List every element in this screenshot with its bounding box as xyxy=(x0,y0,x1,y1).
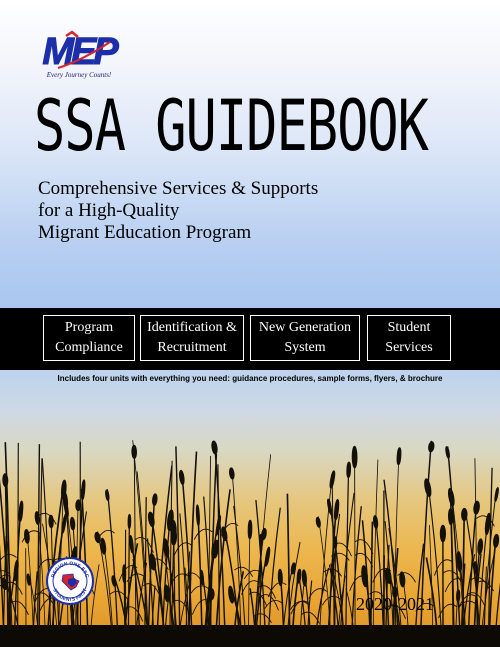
grass-leaf xyxy=(0,584,1,598)
grass-seedhead xyxy=(105,490,109,501)
seal-bottom-text: STUDENTS FIRST xyxy=(51,587,89,604)
unit-label-line: Program xyxy=(64,320,114,335)
grass-stem xyxy=(249,524,251,631)
grass-seedhead xyxy=(440,525,445,542)
logo-letters: MEP xyxy=(42,31,116,70)
grass-seedhead xyxy=(196,505,200,526)
grass-seedhead xyxy=(494,487,499,501)
grass-stem xyxy=(318,516,330,630)
grass-seedhead xyxy=(49,515,54,528)
includes-note: Includes four units with everything you need: guidance procedures, sample forms, flyers, & brochure xyxy=(57,374,443,383)
cover-title: SSA GUIDEBOOK xyxy=(34,86,428,168)
unit-label-line: System xyxy=(284,340,326,355)
unit-label-line: New Generation xyxy=(258,320,352,335)
grass-seedhead xyxy=(70,517,75,530)
unit-label-line: Services xyxy=(385,340,433,355)
grass-seedhead xyxy=(302,570,307,586)
grass-stem xyxy=(128,516,129,631)
units-band xyxy=(0,308,500,370)
grass-leaf xyxy=(290,601,308,609)
grass-seedhead xyxy=(248,520,252,538)
grass-seedhead xyxy=(76,500,81,511)
grass-seedhead xyxy=(211,441,218,455)
grass-seedhead xyxy=(477,539,483,555)
grass-stem xyxy=(335,537,336,630)
unit-label-line: Identification & xyxy=(147,320,237,335)
grass-seedhead xyxy=(171,529,177,545)
grass-seedhead xyxy=(179,470,185,485)
grass-seedhead xyxy=(111,576,116,587)
grass-seedhead xyxy=(132,445,137,458)
grass-leaf xyxy=(322,596,340,605)
grass-seedhead xyxy=(493,534,499,547)
grass-stem xyxy=(198,509,202,630)
unit-new-generation-system xyxy=(250,315,360,361)
grass-stem xyxy=(250,588,255,630)
unit-label-line: Compliance xyxy=(55,340,123,355)
grass-leaf xyxy=(191,586,209,593)
grass-seedhead xyxy=(461,508,467,520)
grass-seedhead xyxy=(397,448,402,465)
logo-tagline: Every Journey Counts! xyxy=(46,71,112,79)
grass-seedhead xyxy=(334,537,337,549)
grass-seedhead xyxy=(152,494,157,506)
grass-seedhead xyxy=(352,446,357,468)
grass-seedhead xyxy=(334,499,340,520)
grass-seedhead xyxy=(445,446,450,458)
grass-seedhead xyxy=(94,532,101,543)
grass-stem xyxy=(269,508,281,630)
mep-logo xyxy=(38,30,120,82)
grass-seedhead xyxy=(123,565,126,583)
cover-subtitle xyxy=(38,178,318,244)
grass-stem xyxy=(134,446,136,630)
unit-program-compliance xyxy=(43,315,135,361)
grass-stem xyxy=(107,489,117,630)
grass-seedhead xyxy=(399,572,405,587)
unit-identification-recruitment xyxy=(140,315,244,361)
grass-seedhead xyxy=(428,441,435,452)
grass-seedhead xyxy=(24,529,30,543)
grass-stem xyxy=(18,443,19,630)
grass-leaf xyxy=(265,600,283,608)
unit-student-services xyxy=(367,315,451,361)
grass-seedhead xyxy=(456,590,460,602)
grass-seedhead xyxy=(128,514,131,528)
grass-seedhead xyxy=(473,501,480,515)
region-one-seal xyxy=(46,557,94,605)
grass-seedhead xyxy=(347,462,351,478)
grass-leaf xyxy=(309,589,327,599)
subtitle-line: for a High-Quality xyxy=(38,200,180,221)
grass-seedhead xyxy=(229,468,235,480)
grass-silhouette xyxy=(0,440,500,647)
grass-leaf xyxy=(355,553,373,567)
grass-seedhead xyxy=(228,586,235,603)
unit-label-line: Student xyxy=(387,320,431,335)
subtitle-line: Migrant Education Program xyxy=(38,222,252,243)
grass-seedhead xyxy=(18,501,23,522)
grass-seedhead xyxy=(264,547,270,566)
grass-leaf xyxy=(135,537,153,552)
mep-logo-mark xyxy=(38,30,120,70)
unit-label-line: Recruitment xyxy=(157,340,227,355)
school-year: 2020-2021 xyxy=(356,594,434,614)
grass-seedhead xyxy=(316,517,321,528)
grass-seedhead xyxy=(373,515,378,528)
subtitle-line: Comprehensive Services & Supports xyxy=(38,178,319,199)
seal-top-text: REGION ONE ESC xyxy=(50,560,90,579)
